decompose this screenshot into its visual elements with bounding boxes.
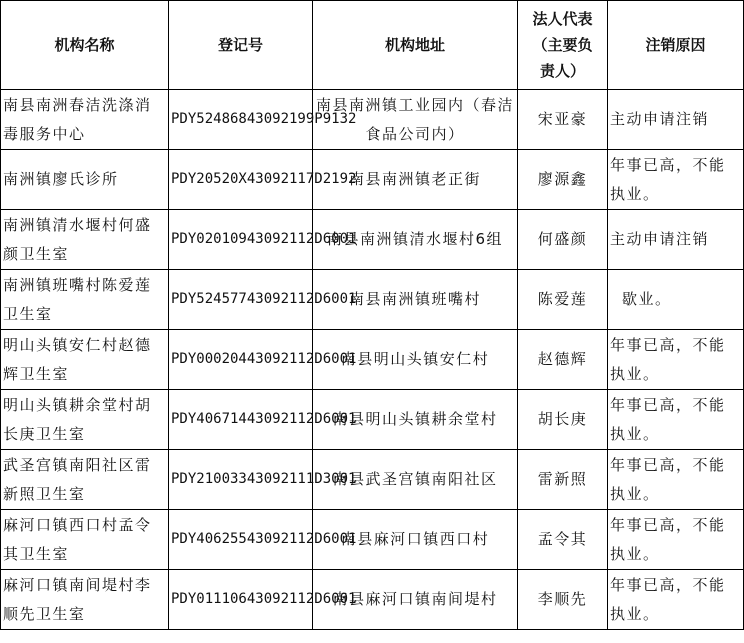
cell-cancellation-reason: 主动申请注销 [608,210,744,270]
cell-institution-address: 南县明山头镇耕余堂村 [313,390,518,450]
cell-institution-address: 南县南洲镇班嘴村 [313,270,518,330]
cell-cancellation-reason: 年事已高，不能执业。 [608,570,744,630]
cell-legal-representative: 雷新照 [518,450,608,510]
cell-cancellation-reason: 年事已高，不能执业。 [608,510,744,570]
cell-legal-representative: 宋亚豪 [518,90,608,150]
cell-registration-number: PDY00020443092112D6001 [169,330,313,390]
cell-registration-number: PDY20520X43092117D2192 [169,150,313,210]
cell-cancellation-reason: 年事已高，不能执业。 [608,450,744,510]
cell-cancellation-reason: 年事已高，不能执业。 [608,150,744,210]
cell-institution-address: 南县麻河口镇西口村 [313,510,518,570]
cell-registration-number: PDY02010943092112D6001 [169,210,313,270]
cell-cancellation-reason: 年事已高，不能执业。 [608,390,744,450]
cell-institution-name: 麻河口镇南间堤村李顺先卫生室 [1,570,169,630]
cell-institution-address: 南县麻河口镇南间堤村 [313,570,518,630]
cell-institution-name: 南洲镇清水堰村何盛颜卫生室 [1,210,169,270]
cell-legal-representative: 赵德辉 [518,330,608,390]
table-row [1,330,744,390]
cell-cancellation-reason: 主动申请注销 [608,90,744,150]
header-institution-address: 机构地址 [313,1,518,90]
table-row [1,390,744,450]
table-row [1,510,744,570]
cell-institution-address: 南县南洲镇清水堰村6组 [313,210,518,270]
table-row [1,150,744,210]
cell-registration-number: PDY01110643092112D6001 [169,570,313,630]
cell-legal-representative: 李顺先 [518,570,608,630]
cell-institution-name: 南县南洲春洁洗涤消毒服务中心 [1,90,169,150]
cell-legal-representative: 廖源鑫 [518,150,608,210]
cell-registration-number: PDY52457743092112D6001 [169,270,313,330]
table-row [1,210,744,270]
cell-legal-representative: 何盛颜 [518,210,608,270]
table-row [1,570,744,630]
cell-cancellation-reason: 歇业。 [608,270,744,330]
cell-legal-representative: 孟令其 [518,510,608,570]
cell-institution-name: 武圣宫镇南阳社区雷新照卫生室 [1,450,169,510]
cell-registration-number: PDY40625543092112D6001 [169,510,313,570]
cell-institution-name: 明山头镇耕余堂村胡长庚卫生室 [1,390,169,450]
table-row [1,90,744,150]
cell-registration-number: PDY52486843092199P9132 [169,90,313,150]
cell-legal-representative: 陈爱莲 [518,270,608,330]
cell-institution-address: 南县南洲镇老正街 [313,150,518,210]
cell-institution-name: 麻河口镇西口村孟令其卫生室 [1,510,169,570]
table-row [1,270,744,330]
cell-institution-address: 南县武圣宫镇南阳社区 [313,450,518,510]
cell-registration-number: PDY40671443092112D6001 [169,390,313,450]
header-legal-representative: 法人代表（主要负责人） [518,1,608,90]
cell-cancellation-reason: 年事已高，不能执业。 [608,330,744,390]
cell-institution-address: 南县南洲镇工业园内（春洁食品公司内） [313,90,518,150]
cell-institution-name: 明山头镇安仁村赵德辉卫生室 [1,330,169,390]
table-row [1,450,744,510]
cell-registration-number: PDY21003343092111D3001 [169,450,313,510]
header-institution-name: 机构名称 [1,1,169,90]
header-registration-number: 登记号 [169,1,313,90]
cell-institution-name: 南洲镇班嘴村陈爱莲卫生室 [1,270,169,330]
header-cancellation-reason: 注销原因 [608,1,744,90]
header-row [1,1,744,90]
cell-legal-representative: 胡长庚 [518,390,608,450]
cell-institution-name: 南洲镇廖氏诊所 [1,150,169,210]
cell-institution-address: 南县明山头镇安仁村 [313,330,518,390]
table-body [1,90,744,630]
